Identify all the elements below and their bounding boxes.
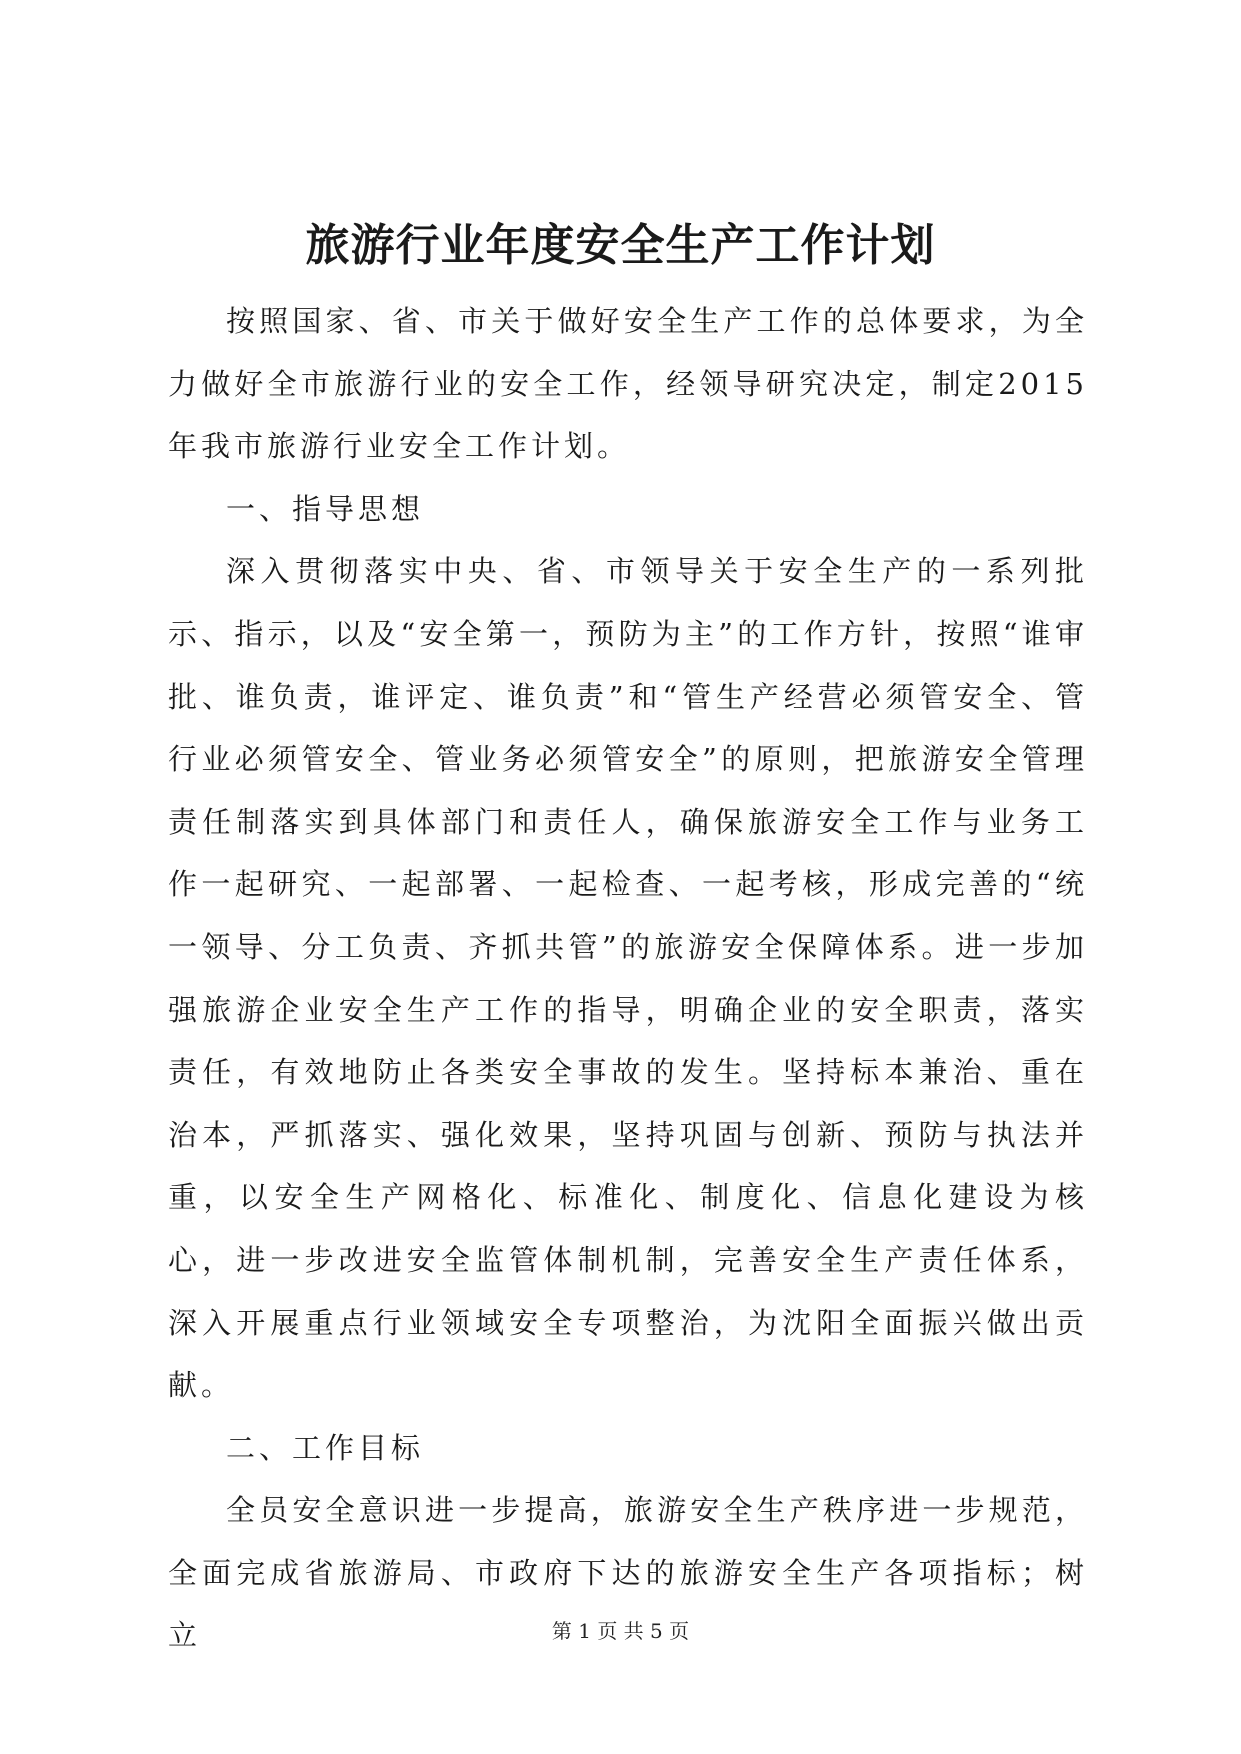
document-title: 旅游行业年度安全生产工作计划 [305, 220, 936, 271]
guiding-ideology-paragraph: 深入贯彻落实中央、省、市领导关于安全生产的一系列批示、指示，以及“安全第一，预防为主”的工作方针，按照“谁审批、谁负责，谁评定、谁负责”和“管生产经营必须管安全、管行业必须管安全、管业务必须管安全”的原则，把旅游安全管理责任制落实到具体部门和责任人，确保旅游安全工作与业务工作一起研究、一起部署、一起检查、一起考核，形成完善的“统一领导、分工负责、齐抓共管”的旅游安全保障体系。进一步加强旅游企业安全生产工作的指导，明确企业的安全职责，落实责任，有效地防止各类安全事故的发生。坚持标本兼治、重在治本，严抓落实、强化效果，坚持巩固与创新、预防与执法并重，以安全生产网格化、标准化、制度化、信息化建设为核心，进一步改进安全监管体制机制，完善安全生产责任体系，深入开展重点行业领域安全专项整治，为沈阳全面振兴做出贡献。 [168, 554, 1088, 1403]
intro-paragraph: 按照国家、省、市关于做好安全生产工作的总体要求，为全力做好全市旅游行业的安全工作，经领导研究决定，制定2015年我市旅游行业安全工作计划。 [168, 304, 1088, 464]
work-goals-paragraph: 全员安全意识进一步提高，旅游安全生产秩序进一步规范，全面完成省旅游局、市政府下达的旅游安全生产各项指标；树立 [168, 1493, 1088, 1653]
section-heading-work-goals: 二、工作目标 [226, 1430, 425, 1465]
page-number-footer: 第 1 页 共 5 页 [551, 1619, 690, 1643]
document-body [168, 290, 1088, 1667]
section-heading-guiding-ideology: 一、指导思想 [226, 491, 425, 526]
